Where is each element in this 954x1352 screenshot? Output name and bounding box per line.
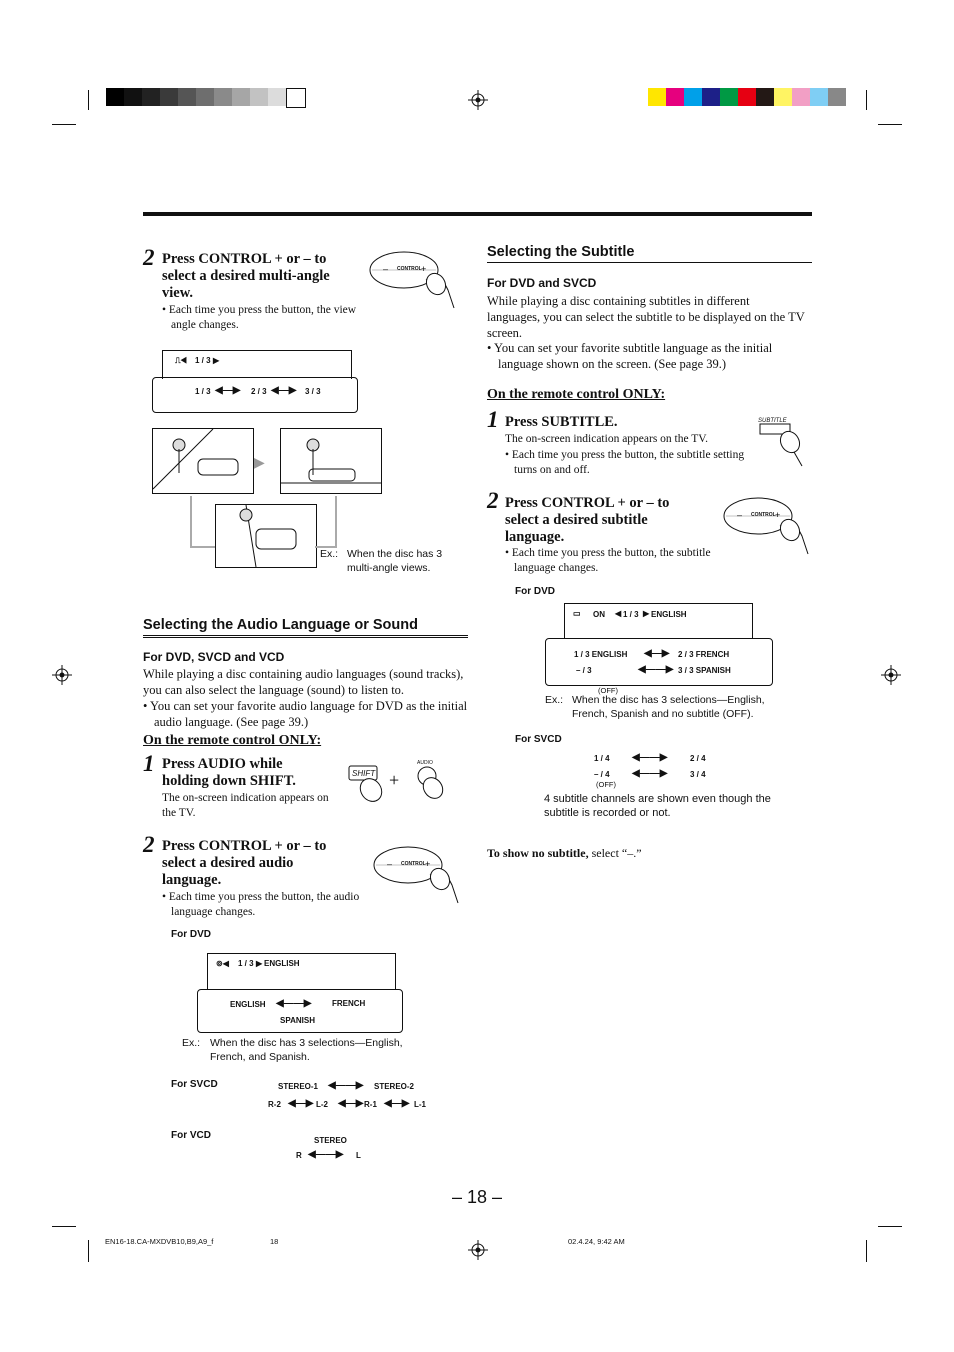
step-title: Press SUBTITLE.: [505, 414, 618, 430]
audio-intro: While playing a disc containing audio languages (sound tracks), you can also select the language (sound) to listen to.: [143, 667, 464, 697]
color-swatch: [178, 88, 196, 106]
color-swatch: [810, 88, 828, 106]
subtitle-osd-box: ▭ ON ◀ 1 / 3 ▶ ENGLISH: [564, 603, 753, 639]
color-swatch: [756, 88, 774, 106]
step-number: 2: [143, 832, 155, 857]
color-swatch: [648, 88, 666, 106]
subtitle-caption: When the disc has 3 selections—English, French, Spanish and no subtitle (OFF).: [572, 694, 765, 720]
svg-text:+: +: [421, 264, 427, 274]
no-subtitle-tip: To show no subtitle, select “–.”: [487, 846, 642, 860]
svcd-subtitle-cycle: 1 / 4 ◀——▶ 2 / 4 – / 4 ◀——▶ 3 / 4: [594, 752, 706, 779]
angle-caption: When the disc has 3 multi-angle views.: [347, 548, 443, 574]
audio-bullet: • You can set your favorite audio language for DVD as the initial audio language. (See page 39.): [143, 699, 468, 729]
subtitle-cycle-box: 1 / 3 ENGLISH ◀—▶ 2 / 3 FRENCH – / 3 ◀——▶ 3 / 3 SPANISH: [545, 638, 773, 686]
subtitle-svcd-label: For SVCD: [515, 734, 562, 745]
step-note: The on-screen indication appears on the TV.: [162, 792, 329, 819]
caption-prefix: Ex.:: [320, 548, 339, 560]
svg-text:–: –: [737, 510, 743, 520]
registration-mark-icon: [468, 1240, 488, 1260]
step-number: 1: [487, 407, 499, 432]
color-swatch: [250, 88, 268, 106]
subtitle-subheading: For DVD and SVCD: [487, 276, 597, 290]
color-swatch: [666, 88, 684, 106]
color-swatch: [268, 88, 286, 106]
step-number: 2: [487, 488, 499, 513]
arrow-right-icon: ▶: [254, 456, 265, 471]
color-swatch: [774, 88, 792, 106]
vcd-audio-cycle: STEREO R ◀——▶ L: [296, 1136, 361, 1160]
angle-view-1-image: [152, 428, 254, 494]
color-swatch: [286, 88, 306, 108]
angle-cycle-item: 3 / 3: [305, 387, 321, 396]
step-title: Press CONTROL + or – to select a desired subtitle language.: [505, 495, 670, 545]
control-button-illustration: – + CONTROL: [372, 845, 464, 905]
registration-mark-icon: [468, 90, 488, 110]
remote-only-label: On the remote control ONLY:: [143, 733, 322, 748]
off-label: (OFF): [596, 780, 616, 789]
cycle-connector: [190, 546, 215, 548]
angle-cycle-item: 2 / 3: [251, 387, 267, 396]
registration-mark-icon: [52, 665, 72, 685]
color-swatch: [792, 88, 810, 106]
caption-prefix: Ex.:: [545, 694, 564, 706]
audio-caption: When the disc has 3 selections—English, French, and Spanish.: [210, 1037, 403, 1063]
color-swatch: [124, 88, 142, 106]
audio-dvd-label: For DVD: [171, 929, 211, 940]
audio-svcd-label: For SVCD: [171, 1079, 218, 1090]
svg-text:–: –: [383, 264, 389, 274]
step-title: Press CONTROL + or – to select a desired multi-angle view.: [162, 251, 330, 301]
caption-prefix: Ex.:: [182, 1037, 201, 1049]
angle-icon: ⎍◀: [175, 356, 187, 365]
subtitle-heading: Selecting the Subtitle: [487, 244, 812, 263]
footer-page: 18: [270, 1237, 279, 1246]
color-swatch: [142, 88, 160, 106]
color-swatch: [828, 88, 846, 106]
angle-osd-value: 1 / 3: [195, 356, 211, 365]
svg-text:–: –: [387, 859, 393, 869]
angle-osd-box: ⎍◀ 1 / 3 ▶: [162, 350, 352, 379]
step-note: The on-screen indication appears on the TV.: [505, 433, 708, 445]
svg-text:+: +: [775, 510, 781, 520]
footer-file: EN16-18.CA-MXDVB10,B9,A9_f: [105, 1237, 214, 1246]
control-button-illustration: – + CONTROL: [722, 496, 814, 556]
step-title: Press AUDIO while holding down SHIFT.: [162, 756, 296, 789]
angle-view-2-image: [280, 428, 382, 494]
footer-timestamp: 02.4.24, 9:42 AM: [568, 1237, 625, 1246]
page-number: – 18 –: [452, 1187, 503, 1207]
remote-only-label: On the remote control ONLY:: [487, 387, 666, 402]
subtitle-bullet: • You can set your favorite subtitle language as the initial language shown on the screen. (See page 39.): [487, 341, 773, 371]
color-swatch: [738, 88, 756, 106]
step-title: Press CONTROL + or – to select a desired audio language.: [162, 838, 327, 888]
color-swatch: [106, 88, 124, 106]
svg-text:+: +: [389, 770, 400, 790]
color-swatch: [702, 88, 720, 106]
audio-subheading: For DVD, SVCD and VCD: [143, 650, 285, 664]
svg-text:+: +: [425, 859, 431, 869]
color-swatch: [160, 88, 178, 106]
audio-vcd-label: For VCD: [171, 1130, 211, 1141]
step-number: 2: [143, 245, 155, 270]
angle-view-3-image: [215, 504, 317, 568]
off-label: (OFF): [598, 686, 618, 695]
cycle-connector: [190, 496, 192, 546]
step-note: • Each time you press the button, the subtitle setting turns on and off.: [505, 449, 745, 476]
step-note: • Each time you press the button, the view angle changes.: [162, 304, 357, 331]
color-swatch: [196, 88, 214, 106]
shift-audio-illustration: + SHIFT AUDIO: [345, 760, 465, 810]
angle-cycle-box: 1 / 3 ◀—▶ 2 / 3 ◀—▶ 3 / 3: [152, 377, 358, 413]
step-note: • Each time you press the button, the audio language changes.: [162, 891, 360, 918]
top-rule: [143, 212, 812, 216]
angle-cycle-item: 1 / 3: [195, 387, 211, 396]
step-number: 1: [143, 751, 155, 776]
registration-mark-icon: [881, 665, 901, 685]
audio-osd-box: ⊚◀ 1 / 3 ▶ ENGLISH: [207, 953, 396, 990]
color-swatch: [214, 88, 232, 106]
color-swatch: [684, 88, 702, 106]
subtitle-intro: While playing a disc containing subtitles in different languages, you can select the subtitle to be displayed on the TV screen.: [487, 294, 805, 340]
svcd-audio-cycle: STEREO-1 ◀——▶ STEREO-2 R-2 ◀—▶ L-2 ◀—▶ R-1 ◀—▶ L-1: [268, 1080, 426, 1109]
color-swatch: [232, 88, 250, 106]
step-note: • Each time you press the button, the subtitle language changes.: [505, 547, 711, 574]
control-button-illustration: – + CONTROL: [368, 250, 460, 310]
audio-lang-cycle-box: ENGLISH ◀——▶ FRENCH SPANISH: [197, 989, 403, 1033]
audio-heading: Selecting the Audio Language or Sound: [143, 617, 468, 638]
cycle-connector: [335, 496, 337, 546]
subtitle-dvd-label: For DVD: [515, 586, 555, 597]
subtitle-button-illustration: SUBTITLE: [756, 416, 816, 468]
svcd-caption: 4 subtitle channels are shown even though the subtitle is recorded or not.: [544, 793, 771, 819]
color-swatch: [720, 88, 738, 106]
